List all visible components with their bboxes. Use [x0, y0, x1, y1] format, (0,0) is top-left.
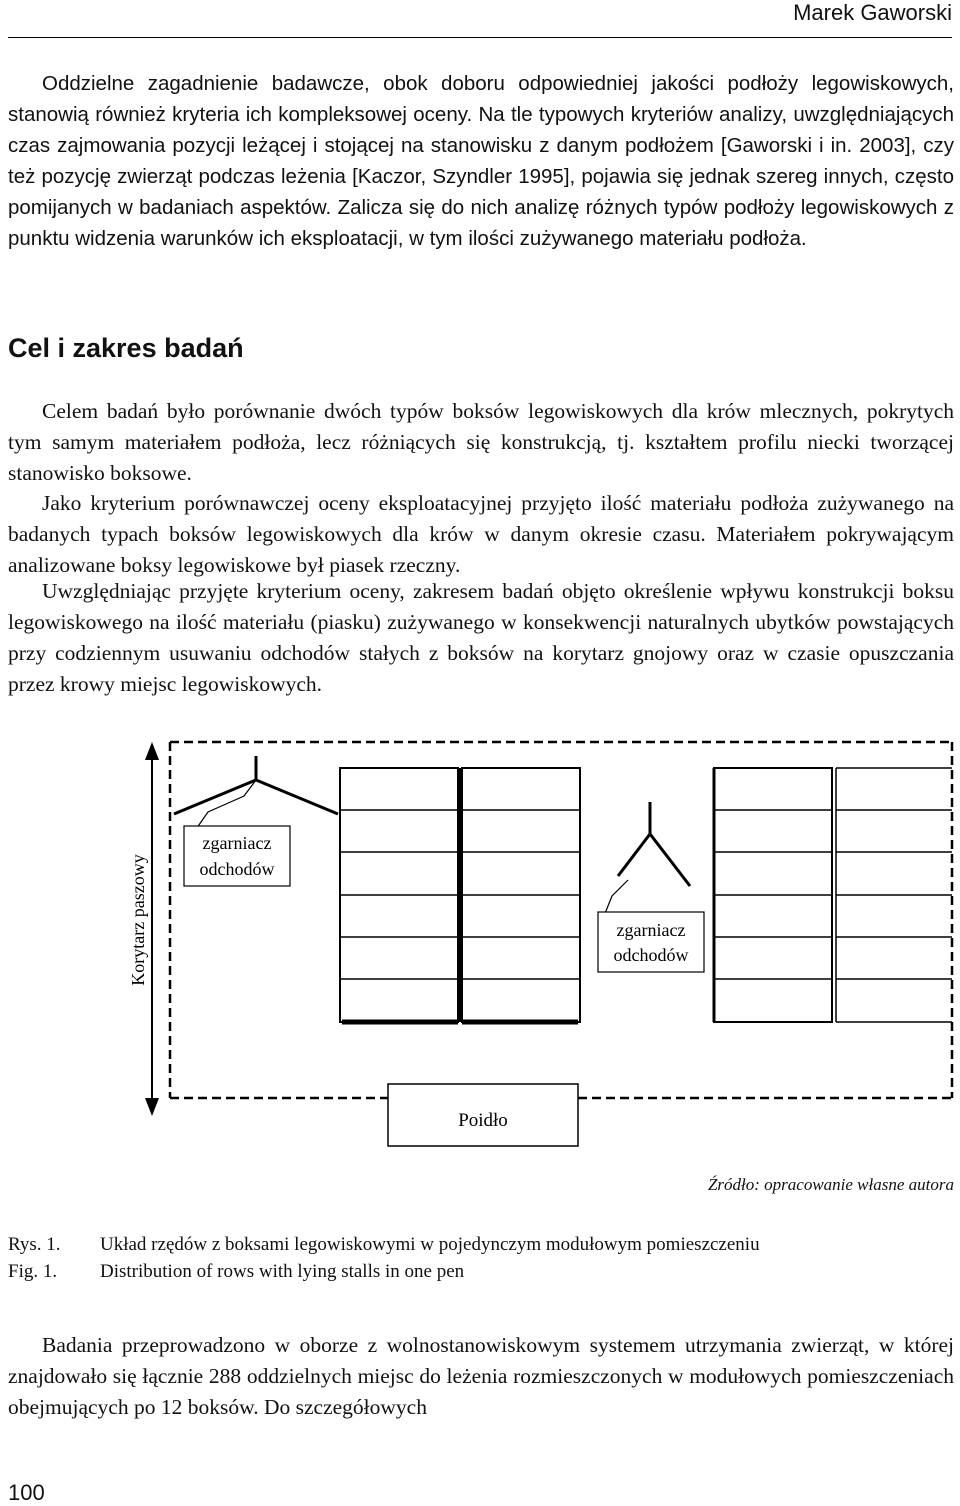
figure-caption-en: [8, 1260, 464, 1284]
scraper-right-label-line-2: odchodów: [613, 945, 689, 965]
stall-row-3-dividers: [714, 810, 832, 979]
scraper-left-leader: [194, 780, 256, 832]
figure-caption-pl-label: Rys. 1.: [8, 1234, 61, 1255]
trough-label: Poidło: [458, 1110, 508, 1131]
intro-paragraph: Oddzielne zagadnienie badawcze, obok doboru odpowiedniej jakości podłoży legowiskowych, stanowią również kryteria ich kompleksowej oceny. Na tle typowych kryteriów analizy, uwzględniających czas zajmowania pozycji leżącej i stojącej na stanowisku z danym podłożem [Gaworski i in. 2003], czy też pozycję zwierząt podczas leżenia [Kaczor, Szyndler 1995], pojawia się jednak szereg innych, często pomijanych w badaniach aspektów. Zalicza się do nich analizę różnych typów podłoży legowiskowych z punktu widzenia warunków ich eksploatacji, w tym ilości zużywanego materiału podłoża.: [8, 72, 954, 250]
stall-row-2-dividers: [462, 810, 580, 979]
barn-layout-diagram: [0, 730, 960, 1170]
stall-row-4-dividers: [836, 810, 952, 979]
corridor-label: Korytarz paszowy: [128, 854, 148, 986]
figure-caption-pl: [8, 1233, 760, 1257]
body-paragraph-1: Celem badań było porównanie dwóch typów boksów legowiskowych dla krów mlecznych, pokrytych tym samym materiałem podłoża, lecz różniących się konstrukcją, tj. kształtem profilu niecki tworzącej stanowisko boksowe.: [8, 399, 954, 485]
scraper-left-label-line-2: odchodów: [199, 859, 275, 879]
scraper-right-blade: [618, 834, 690, 886]
corridor-arrow-down-icon: [145, 1098, 159, 1116]
scraper-right-label-line-1: zgarniacz: [616, 920, 686, 940]
section-heading: Cel i zakres badań: [8, 333, 244, 363]
figure-caption-en-text: Distribution of rows with lying stalls in one pen: [100, 1261, 465, 1282]
scraper-left-label-line-1: zgarniacz: [202, 833, 272, 853]
body-paragraph-2: Jako kryterium porównawczej oceny eksploatacyjnej przyjęto ilość materiału podłoża zużywanego na badanych typach boksów legowiskowych dla krów w danym okresie czasu. Materiałem pokrywającym analizowane boksy legowiskowe był piasek rzeczny.: [8, 491, 954, 577]
corridor-arrow-up-icon: [145, 742, 159, 760]
page-number: 100: [8, 1480, 45, 1505]
running-head-author: Marek Gaworski: [793, 0, 952, 25]
scraper-left-blade: [174, 780, 338, 814]
closing-paragraph: Badania przeprowadzono w oborze z wolnostanowiskowym systemem utrzymania zwierząt, w której znajdowało się łącznie 288 oddzielnych miejsc do leżenia rozmieszczonych w modułowych pomieszczeniach obejmujących po 12 boksów. Do szczegółowych: [8, 1333, 954, 1419]
figure-source: Źródło: opracowanie własne autora: [707, 1175, 954, 1194]
body-paragraph-3: Uwzględniając przyjęte kryterium oceny, zakresem badań objęto określenie wpływu konstrukcji boksu legowiskowego na ilość materiału (piasku) zużywanego w konsekwencji naturalnych ubytków powstających przy codziennym usuwaniu odchodów stałych z boksów na korytarz gnojowy oraz w czasie opuszczania przez krowy miejsc legowiskowych.: [8, 579, 954, 696]
scraper-right-leader: [604, 880, 628, 916]
header-rule: [8, 37, 952, 38]
figure-caption-en-label: Fig. 1.: [8, 1261, 58, 1282]
figure-caption-pl-text: Układ rzędów z boksami legowiskowymi w pojedynczym modułowym pomieszczeniu: [100, 1234, 760, 1255]
stall-row-1-dividers: [340, 810, 458, 979]
